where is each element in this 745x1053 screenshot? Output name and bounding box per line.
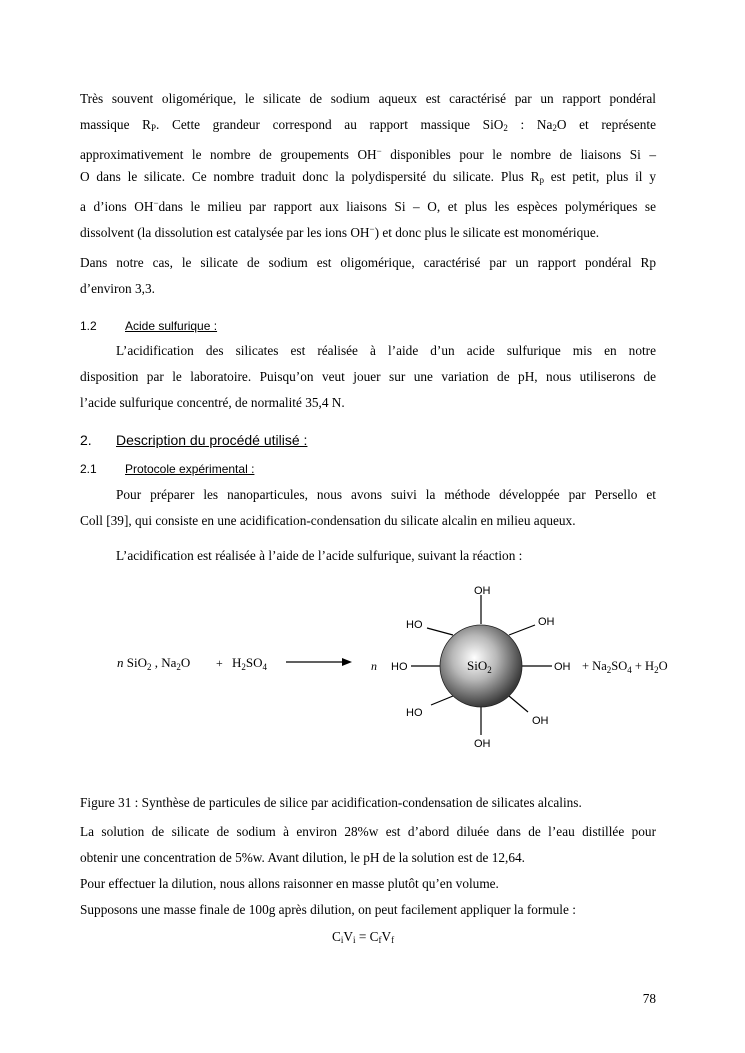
text-line: Dans notre cas, le silicate de sodium est oligomérique, caractérisé par un rapport pondéral Rp [80,255,656,270]
text-line: Supposons une masse finale de 100g après dilution, on peut facilement appliquer la formule : [80,902,576,917]
text-line: Pour préparer les nanoparticules, nous avons suivi la méthode développée par Persello et [116,487,656,502]
paragraph-acidification [80,338,656,416]
text-line: dissolvent (la dissolution est catalysée par les ions OH−) et donc plus le silicate est monomérique. [80,224,600,240]
page-number: 78 [642,991,656,1006]
paragraph-reaction-intro [80,543,656,569]
text-line: d’environ 3,3. [80,281,155,296]
oh-label-right: OH [554,661,571,673]
reaction-arrow [286,658,352,666]
text-line: O dans le silicate. Ce nombre traduit donc la polydispersité du silicate. Plus $R_p$ est petit, plus il y [80,169,656,185]
reaction-figure [0,575,745,760]
dilution-formula: $C_iV_i = C_fV_f$ [332,929,395,945]
paragraph-protocol [80,482,656,534]
section-title-2-1: Protocole expérimental : [125,462,255,476]
section-title-1-2: Acide sulfurique : [125,319,218,333]
oh-label-top: OH [474,585,491,597]
text-line: l’acide sulfurique concentré, de normalité 35,4 N. [80,395,345,410]
oh-label-upper-right: OH [538,616,555,628]
reactant-sulfuric-acid: $H_2SO_4$ [232,655,268,672]
text-line: massique $R_P$. Cette grandeur correspond au rapport massique SiO$_2$ : $Na_2O$ et représente [80,117,656,133]
section-heading-1-2: 1.2 [80,319,97,333]
plus-sign: + [216,656,223,670]
text-line: Coll [39], qui consiste en une acidification-condensation du silicate alcalin en milieu aqueux. [80,513,576,528]
text-line: disposition par le laboratoire. Puisqu’on veut jouer sur une variation de pH, nous utiliserons de [80,369,656,384]
text-line: approximativement le nombre de groupements OH− disponibles pour le nombre de liaisons Si – [80,146,656,162]
text-line: L’acidification des silicates est réalisée à l’aide d’un acide sulfurique mis en notre [116,343,656,358]
paragraph-oligomeric [80,250,656,302]
paragraph-dilution [80,819,656,923]
section-title-2: Description du procédé utilisé : [116,432,308,448]
oh-label-bottom: OH [474,738,491,750]
text-line: La solution de silicate de sodium à environ 28%w est d’abord diluée dans de l’eau distillée pour [80,824,656,839]
ho-label-left: HO [391,661,408,673]
ho-label-lower-left: HO [406,707,423,719]
oh-label-lower-right: OH [532,715,549,727]
text-line: Très souvent oligomérique, le silicate de sodium aqueux est caractérisé par un rapport pondéral [80,91,656,106]
products: + $Na_2SO_4 + H_2O$ [582,659,668,675]
ho-label-upper-left: HO [406,619,423,631]
text-line: Pour effectuer la dilution, nous allons raisonner en masse plutôt qu’en volume. [80,876,499,891]
figure-caption: Figure 31 : Synthèse de particules de silice par acidification-condensation de silicates alcalins. [80,795,582,810]
text-line: L’acidification est réalisée à l’aide de l’acide sulfurique, suivant la réaction : [116,548,523,563]
text-line: obtenir une concentration de 5%w. Avant dilution, le pH de la solution est de 12,64. [80,850,525,865]
section-heading-2: 2. [80,432,92,448]
section-heading-2-1: 2.1 [80,462,97,476]
coefficient-n: n [371,659,377,673]
reactant-silicate: n SiO$_2$ , $Na_2O$ [117,655,191,672]
sphere-label: SiO$_2$ [467,658,492,675]
text-line: a d’ions OH−dans le milieu par rapport aux liaisons Si – O, et plus les espèces polymériques se [80,198,656,214]
paragraph-silicate-intro [80,86,656,242]
